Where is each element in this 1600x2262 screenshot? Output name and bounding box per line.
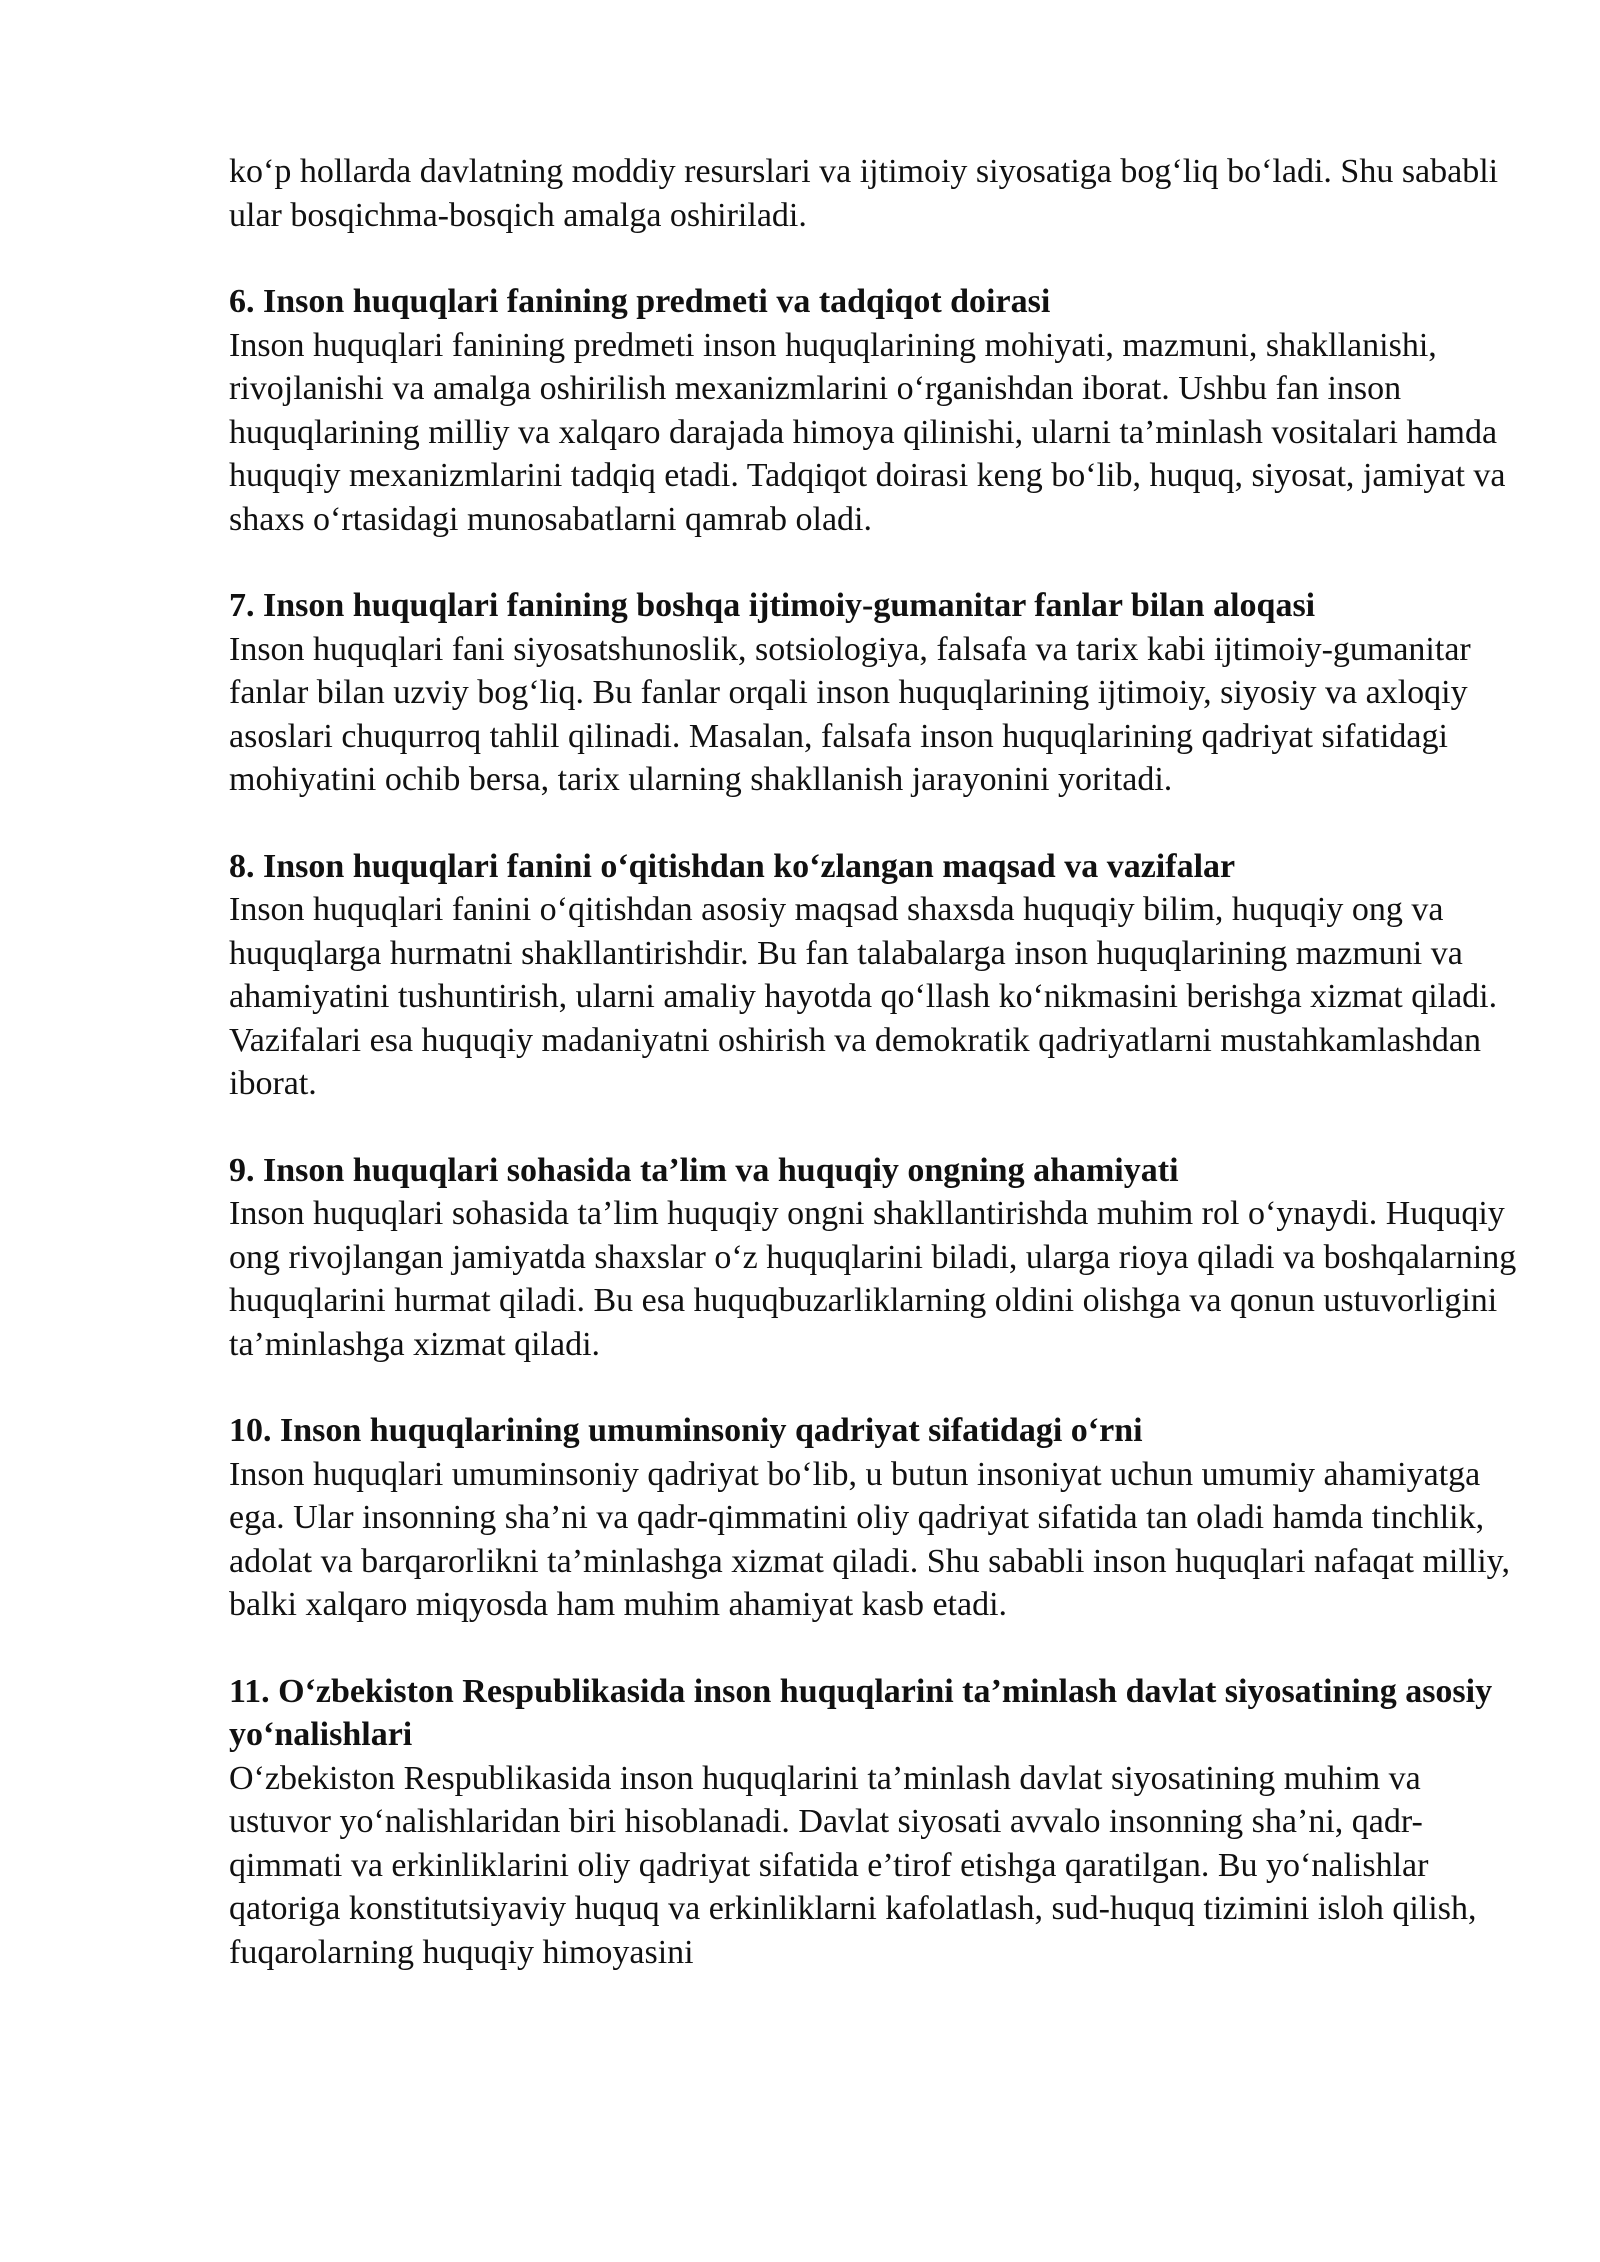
section-body: O‘zbekiston Respublikasida inson huquqlarini ta’minlash davlat siyosatining muhim va ustuvor yo‘nalishlaridan biri hisoblanadi. Davlat siyosati avvalo insonning sha’ni, qadr-qimmati va erkinliklarini oliy qadriyat sifatida e’tirof etishga qaratilgan. Bu yo‘nalishlar qatoriga konstitutsiyaviy huquq va erkinliklarni kafolatlash, sud-huquq tizimini isloh qilish, fuqarolarning huquqiy himoyasini — [229, 1759, 1477, 1971]
section-heading: 7. Inson huquqlari fanining boshqa ijtimoiy-gumanitar fanlar bilan aloqasi — [229, 587, 1316, 624]
section-10 — [229, 1409, 1519, 1627]
section-body: Inson huquqlari umuminsoniy qadriyat bo‘lib, u butun insoniyat uchun umumiy ahamiyatga ega. Ular insonning sha’ni va qadr-qimmatini oliy qadriyat sifatida tan oladi hamda tinchlik, adolat va barqarorlikni ta’minlashga xizmat qiladi. Shu sababli inson huquqlari nafaqat milliy, balki xalqaro miqyosda ham muhim ahamiyat kasb etadi. — [229, 1455, 1510, 1623]
section-body: Inson huquqlari fanining predmeti inson huquqlarining mohiyati, mazmuni, shakllanishi, rivojlanishi va amalga oshirilish mexanizmlarini o‘rganishdan iborat. Ushbu fan inson huquqlarining milliy va xalqaro darajada himoya qilinishi, ularni ta’minlash vositalari hamda huquqiy mexanizmlarini tadqiq etadi. Tadqiqot doirasi keng bo‘lib, huquq, siyosat, jamiyat va shaxs o‘rtasidagi munosabatlarni qamrab oladi. — [229, 326, 1506, 538]
section-body: Inson huquqlari fanini o‘qitishdan asosiy maqsad shaxsda huquqiy bilim, huquqiy ong va huquqlarga hurmatni shakllantirishdir. Bu fan talabalarga inson huquqlarining mazmuni va ahamiyatini tushuntirish, ularni amaliy hayotda qo‘llash ko‘nikmasini berishga xizmat qiladi. Vazifalari esa huquqiy madaniyatni oshirish va demokratik qadriyatlarni mustahkamlashdan iborat. — [229, 891, 1498, 1102]
section-6 — [229, 280, 1519, 541]
intro-paragraph — [229, 150, 1519, 237]
document-body — [229, 150, 1519, 2017]
section-8 — [229, 845, 1519, 1106]
section-heading: 10. Inson huquqlarining umuminsoniy qadriyat sifatidagi o‘rni — [229, 1412, 1143, 1449]
section-7 — [229, 584, 1519, 802]
section-body: Inson huquqlari fani siyosatshunoslik, sotsiologiya, falsafa va tarix kabi ijtimoiy-gumanitar fanlar bilan uzviy bog‘liq. Bu fanlar orqali inson huquqlarining ijtimoiy, siyosiy va axloqiy asoslari chuqurroq tahlil qilinadi. Masalan, falsafa inson huquqlarining qadriyat sifatidagi mohiyatini ochib bersa, tarix ularning shakllanish jarayonini yoritadi. — [229, 630, 1471, 798]
section-9 — [229, 1149, 1519, 1367]
section-heading: 11. O‘zbekiston Respublikasida inson huquqlarini ta’minlash davlat siyosatining asosiy yo‘nalishlari — [229, 1672, 1493, 1753]
section-heading: 6. Inson huquqlari fanining predmeti va tadqiqot doirasi — [229, 283, 1051, 320]
section-body: Inson huquqlari sohasida ta’lim huquqiy ongni shakllantirishda muhim rol o‘ynaydi. Huquqiy ong rivojlangan jamiyatda shaxslar o‘z huquqlarini biladi, ularga rioya qiladi va boshqalarning huquqlarini hurmat qiladi. Bu esa huquqbuzarliklarning oldini olishga va qonun ustuvorligini ta’minlashga xizmat qiladi. — [229, 1195, 1517, 1363]
section-heading: 8. Inson huquqlari fanini o‘qitishdan ko‘zlangan maqsad va vazifalar — [229, 847, 1236, 885]
section-heading: 9. Inson huquqlari sohasida ta’lim va huquqiy ongning ahamiyati — [229, 1151, 1179, 1189]
section-11 — [229, 1670, 1519, 1975]
intro-text: ko‘p hollarda davlatning moddiy resurslari va ijtimoiy siyosatiga bog‘liq bo‘ladi. Shu sababli ular bosqichma-bosqich amalga oshiriladi. — [229, 153, 1499, 234]
